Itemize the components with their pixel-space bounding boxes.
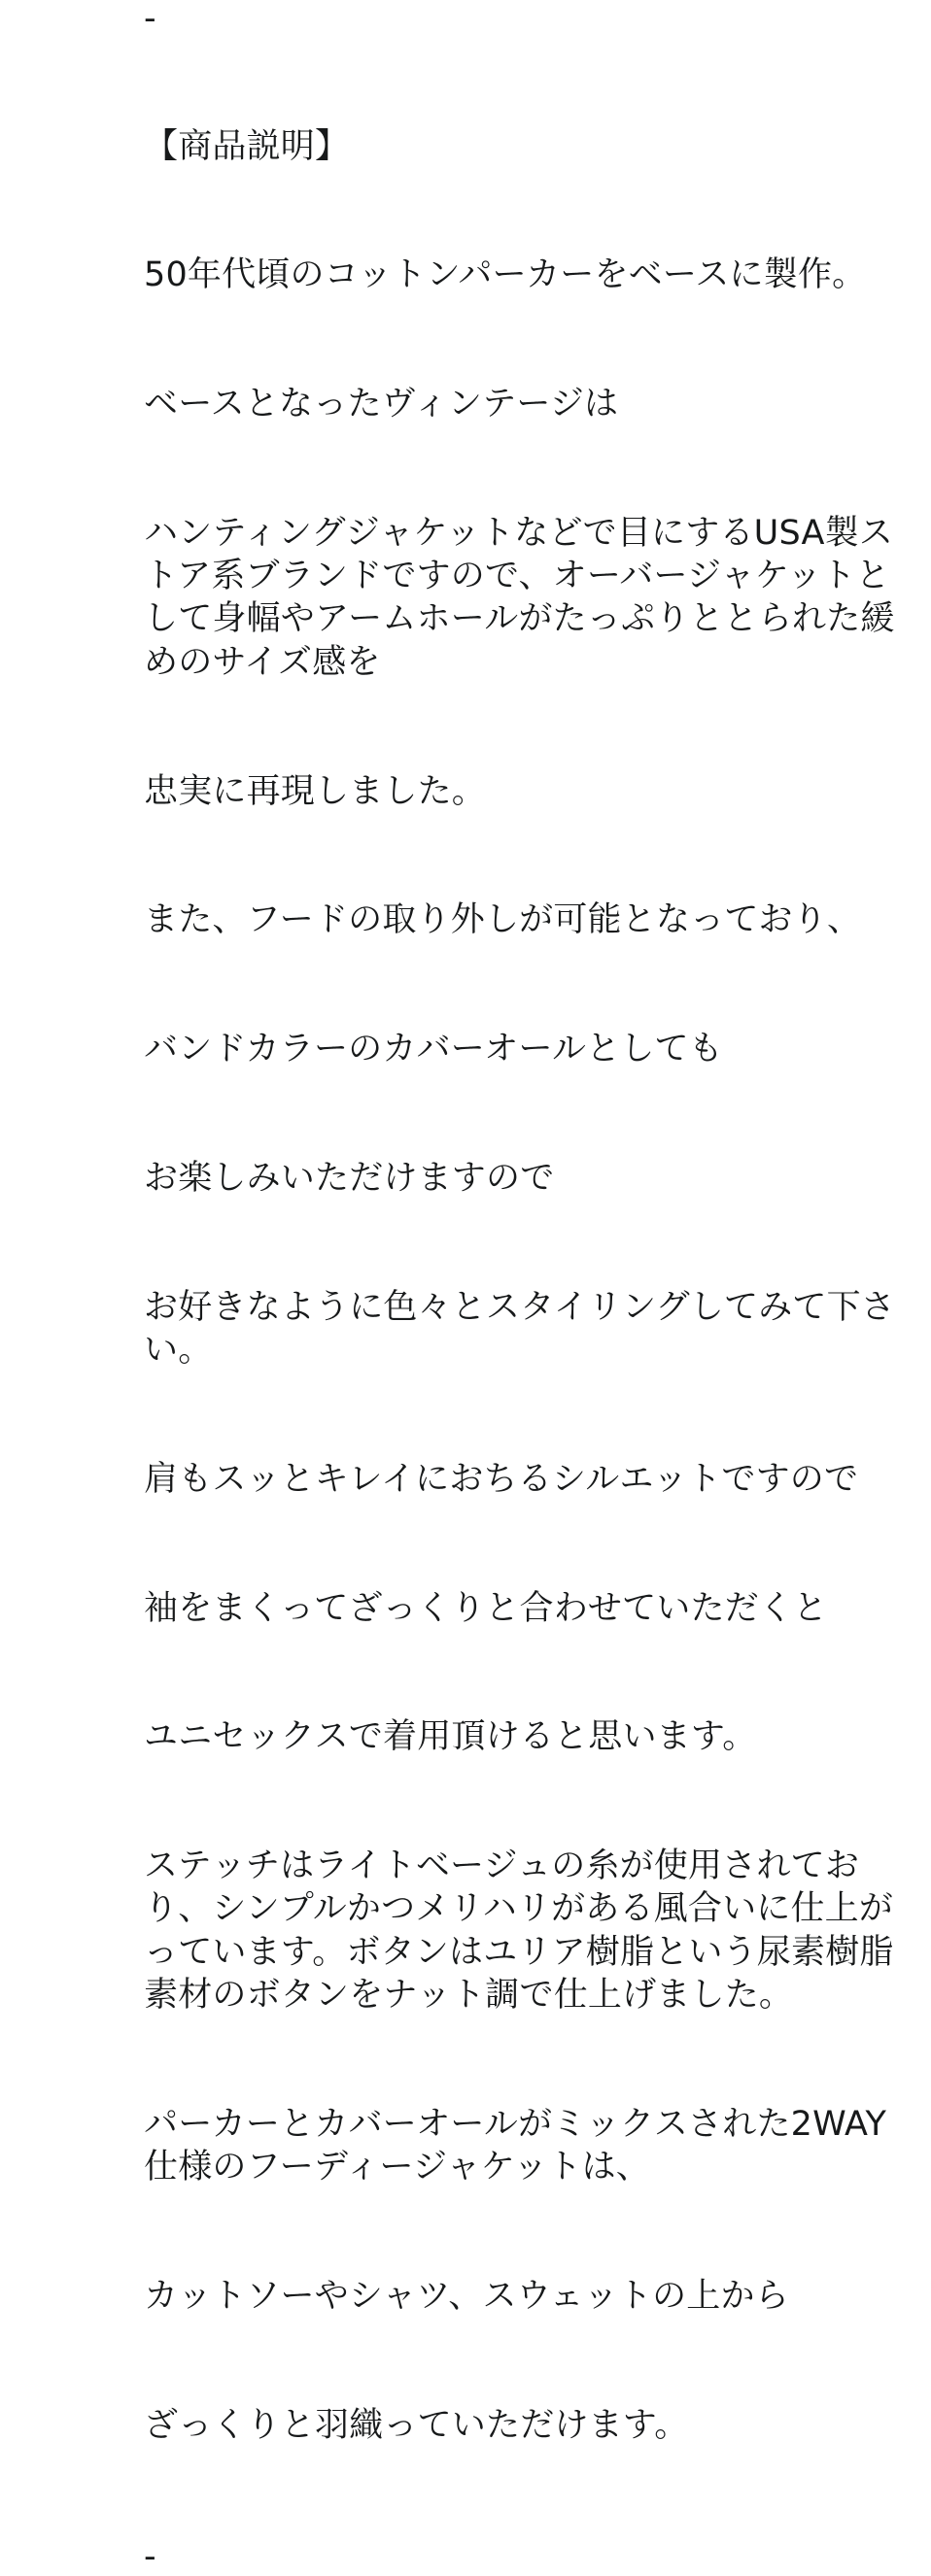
description-line: カットソーやシャツ、スウェットの上から [144, 2276, 789, 2316]
description-line: また、フードの取り外しが可能となっており、 [144, 900, 862, 940]
product-description-body [144, 35, 914, 2532]
description-line: バンドカラーのカバーオールとしても [144, 1030, 723, 1069]
description-line: お楽しみいただけますので [144, 1158, 555, 1198]
description-line: ユニセックスで着用頂けると思います。 [144, 1717, 757, 1757]
description-line: 50年代頃のコットンパーカーをベースに製作。 [144, 255, 867, 295]
description-line: 袖をまくってざっくりと合わせていただくと [144, 1588, 828, 1628]
description-line: ベースとなったヴィンテージは [144, 385, 619, 424]
description-line: 忠実に再現しました。 [144, 771, 487, 811]
section-heading: 【商品説明】 [144, 126, 350, 166]
top-separator-marker: - [144, 0, 156, 38]
description-line: ハンティングジャケットなどで目にするUSA製ストア系ブランドですので、オーバージャケットとして身幅やアームホールがたっぷりととられた緩めのサイズ感を [144, 513, 895, 682]
description-line: ざっくりと羽織っていただけます。 [144, 2405, 689, 2445]
description-line: 肩もスッとキレイにおちるシルエットですので [144, 1459, 859, 1499]
description-line: お好きなように色々とスタイリングしてみて下さい。 [144, 1287, 896, 1370]
description-line: パーカーとカバーオールがミックスされた2WAY仕様のフーディージャケットは、 [144, 2104, 887, 2187]
description-line: ステッチはライトベージュの糸が使用されており、シンプルかつメリハリがある風合いに仕上がっています。ボタンはユリア樹脂という尿素樹脂素材のボタンをナット調で仕上げました。 [144, 1847, 894, 2015]
bottom-separator-marker: - [144, 2537, 156, 2576]
